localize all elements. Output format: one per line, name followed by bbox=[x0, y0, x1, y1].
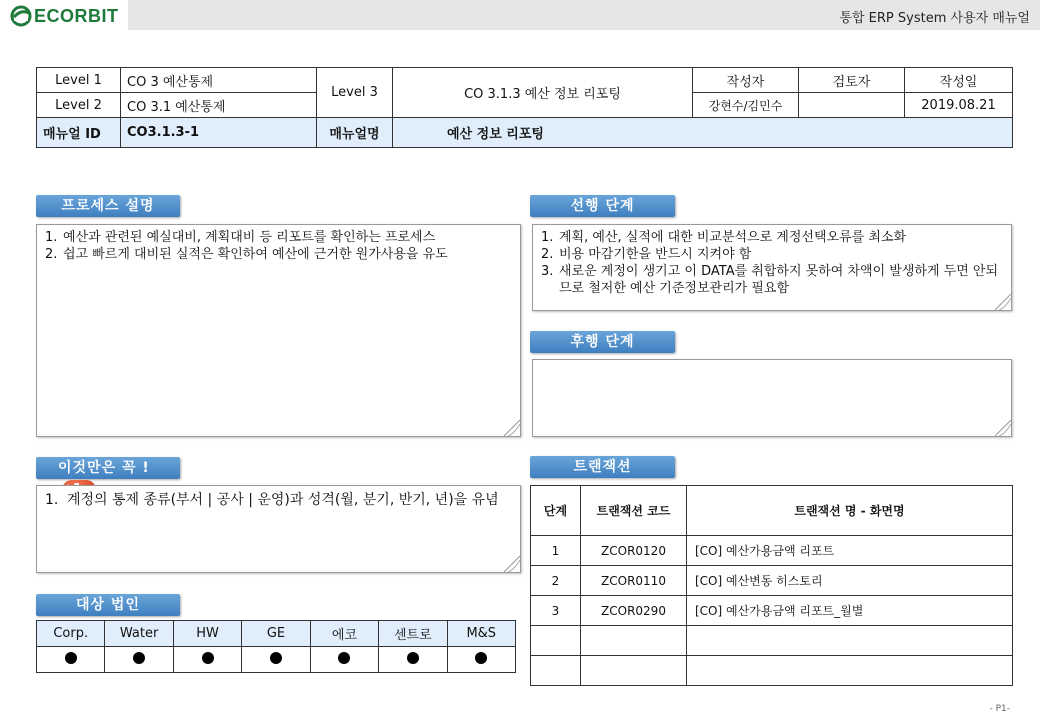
logo-area bbox=[0, 0, 128, 30]
entity-mark-cell bbox=[379, 647, 447, 673]
must-know-label: 이것만은 꼭 ! bbox=[36, 457, 180, 479]
date-value: 2019.08.21 bbox=[905, 93, 1013, 118]
prior-item: 3. 새로운 계정이 생기고 이 DATA를 취합하지 못하여 차액이 발생하게 두면 안되므로 철저한 예산 기준정보관리가 필요함 bbox=[541, 264, 998, 296]
document-title: 통합 ERP System 사용자 매뉴얼 bbox=[839, 11, 1030, 26]
tx-code: ZCOR0290 bbox=[581, 596, 687, 626]
entity-col-ms: M&S bbox=[447, 621, 515, 647]
table-row bbox=[531, 596, 1013, 626]
entity-col-eco: 에코 bbox=[310, 621, 378, 647]
tx-code bbox=[581, 656, 687, 686]
page-fold-icon bbox=[995, 294, 1011, 310]
tx-name bbox=[687, 626, 1013, 656]
level2-label: Level 2 bbox=[37, 93, 121, 118]
entity-mark-cell bbox=[173, 647, 241, 673]
tx-step: 2 bbox=[531, 566, 581, 596]
filled-circle-icon bbox=[202, 652, 214, 664]
filled-circle-icon bbox=[270, 652, 282, 664]
tx-name: [CO] 예산가용금액 리포트_월별 bbox=[687, 596, 1013, 626]
level2-value: CO 3.1 예산통제 bbox=[121, 93, 317, 118]
tx-code: ZCOR0110 bbox=[581, 566, 687, 596]
entity-col-water: Water bbox=[105, 621, 173, 647]
process-description-label: 프로세스 설명 bbox=[36, 195, 180, 217]
entity-mark-cell bbox=[310, 647, 378, 673]
tx-header-step: 단계 bbox=[531, 486, 581, 536]
table-row bbox=[531, 656, 1013, 686]
transaction-table bbox=[530, 485, 1013, 686]
tx-step: 1 bbox=[531, 536, 581, 566]
target-entity-table bbox=[36, 620, 516, 673]
must-know-box bbox=[36, 485, 521, 573]
prior-step-box bbox=[532, 224, 1012, 311]
page-number: - P1- bbox=[989, 704, 1010, 714]
filled-circle-icon bbox=[407, 652, 419, 664]
next-step-label: 후행 단계 bbox=[530, 331, 675, 353]
must-item: 1. 계정의 통제 종류(부서 | 공사 | 운영)과 성격(월, 분기, 반기, 년)을 유념 bbox=[45, 492, 499, 508]
date-label: 작성일 bbox=[905, 68, 1013, 93]
table-row bbox=[531, 626, 1013, 656]
entity-col-corp: Corp. bbox=[37, 621, 105, 647]
tx-name: [CO] 예산변동 히스토리 bbox=[687, 566, 1013, 596]
tx-name: [CO] 예산가용금액 리포트 bbox=[687, 536, 1013, 566]
process-item: 2. 쉽고 빠르게 대비된 실적은 확인하여 예산에 근거한 원가사용을 유도 bbox=[45, 247, 448, 262]
ecorbit-logo bbox=[10, 5, 119, 27]
process-item: 1. 예산과 관련된 예실대비, 계획대비 등 리포트를 확인하는 프로세스 bbox=[45, 230, 436, 245]
tx-code bbox=[581, 626, 687, 656]
prior-item: 1. 계획, 예산, 실적에 대한 비교분석으로 계정선택오류를 최소화 bbox=[541, 230, 907, 245]
tx-name bbox=[687, 656, 1013, 686]
manual-info-table bbox=[36, 67, 1013, 148]
process-description-box bbox=[36, 224, 521, 437]
author-label: 작성자 bbox=[693, 68, 799, 93]
filled-circle-icon bbox=[475, 652, 487, 664]
reviewer-label: 검토자 bbox=[799, 68, 905, 93]
page-fold-icon bbox=[504, 556, 520, 572]
tx-header-code: 트랜잭션 코드 bbox=[581, 486, 687, 536]
tx-step: 3 bbox=[531, 596, 581, 626]
tx-step bbox=[531, 656, 581, 686]
level3-value: CO 3.1.3 예산 정보 리포팅 bbox=[393, 68, 693, 118]
entity-col-ge: GE bbox=[242, 621, 310, 647]
tx-code: ZCOR0120 bbox=[581, 536, 687, 566]
transaction-label: 트랜잭션 bbox=[530, 456, 675, 478]
entity-col-hw: HW bbox=[173, 621, 241, 647]
reviewer-value bbox=[799, 93, 905, 118]
manual-name-value: 예산 정보 리포팅 bbox=[393, 118, 1013, 148]
level1-value: CO 3 예산통제 bbox=[121, 68, 317, 93]
level3-label: Level 3 bbox=[317, 68, 393, 118]
top-header-bar bbox=[0, 0, 1040, 30]
author-value: 강현수/김민수 bbox=[693, 93, 799, 118]
entity-mark-cell bbox=[242, 647, 310, 673]
tx-header-name: 트랜잭션 명 - 화면명 bbox=[687, 486, 1013, 536]
prior-step-label: 선행 단계 bbox=[530, 195, 675, 217]
entity-mark-cell bbox=[447, 647, 515, 673]
entity-mark-cell bbox=[37, 647, 105, 673]
tx-step bbox=[531, 626, 581, 656]
entity-mark-cell bbox=[105, 647, 173, 673]
table-row bbox=[531, 566, 1013, 596]
filled-circle-icon bbox=[133, 652, 145, 664]
target-entity-label: 대상 법인 bbox=[36, 594, 180, 616]
next-step-box bbox=[532, 359, 1012, 437]
page-fold-icon bbox=[995, 420, 1011, 436]
manual-id-label: 매뉴얼 ID bbox=[37, 118, 121, 148]
manual-id-value: CO3.1.3-1 bbox=[121, 118, 317, 148]
ecorbit-logo-icon bbox=[10, 5, 32, 27]
prior-item: 2. 비용 마감기한을 반드시 지켜야 함 bbox=[541, 247, 752, 262]
level1-label: Level 1 bbox=[37, 68, 121, 93]
filled-circle-icon bbox=[65, 652, 77, 664]
page-fold-icon bbox=[504, 420, 520, 436]
logo-text: ECORBIT bbox=[34, 5, 119, 26]
filled-circle-icon bbox=[338, 652, 350, 664]
table-row bbox=[531, 536, 1013, 566]
entity-col-centro: 센트로 bbox=[379, 621, 447, 647]
manual-name-label: 매뉴얼명 bbox=[317, 118, 393, 148]
